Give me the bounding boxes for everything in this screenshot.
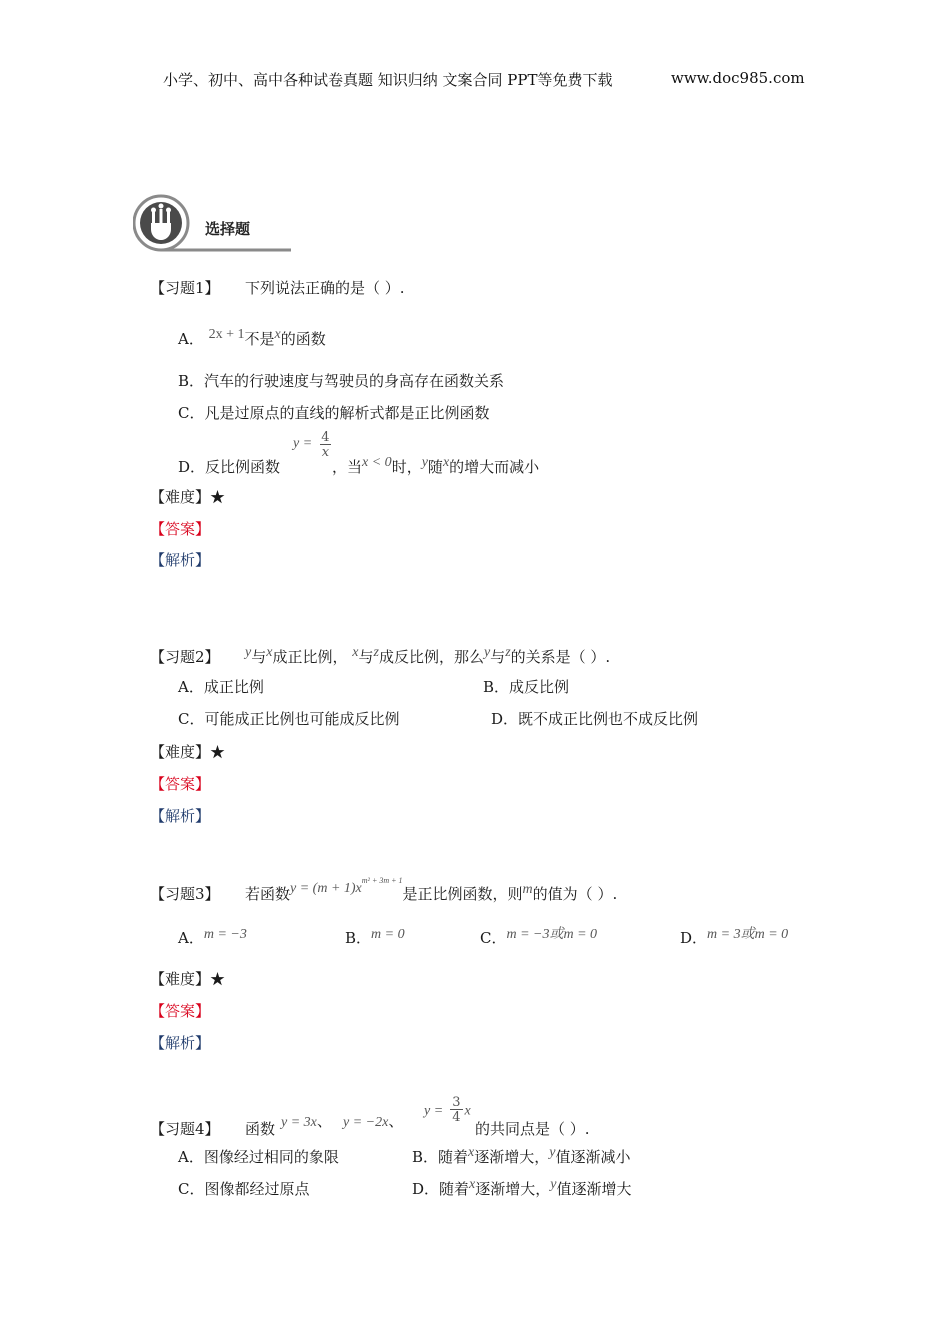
header-left-text: 小学、初中、高中各种试卷真题 知识归纳 文案合同 PPT等免费下载 bbox=[163, 71, 613, 89]
q4-stem-math bbox=[281, 1110, 403, 1131]
q3-option-c bbox=[480, 927, 597, 948]
q2-option-a: A．成正比例 bbox=[178, 678, 264, 696]
q3-difficulty: 【难度】★ bbox=[150, 970, 226, 988]
section-title: 选择题 bbox=[205, 220, 251, 238]
q1-option-d bbox=[178, 456, 280, 477]
q3-stem bbox=[245, 876, 618, 904]
q1-a-prefix: A． bbox=[178, 330, 204, 348]
q4-m3-rhs: x bbox=[464, 1103, 471, 1119]
q3-t1: 若函数 bbox=[245, 885, 291, 903]
q4-t2: 的共同点是（ ）. bbox=[475, 1120, 590, 1138]
q4-m3-num: 3 bbox=[452, 1095, 461, 1110]
q1-option-a bbox=[178, 328, 326, 349]
q1-d-math2: y bbox=[421, 455, 428, 470]
q1-d-frac-num: 4 bbox=[321, 430, 330, 445]
q4-d-t2: 值逐渐增大 bbox=[556, 1180, 632, 1198]
q2-stem bbox=[245, 646, 610, 667]
q2-t4: 成反比例，那么 bbox=[378, 648, 484, 666]
q1-option-b: B．汽车的行驶速度与驾驶员的身高存在函数关系 bbox=[178, 372, 505, 390]
q4-d-t1: 逐渐增大， bbox=[475, 1180, 551, 1198]
q4-d-m1: x bbox=[469, 1177, 476, 1192]
q1-d-math3: x bbox=[442, 455, 450, 470]
q4-sep2: 、 bbox=[388, 1112, 404, 1130]
q3-m-func: y = (m + 1)x bbox=[290, 881, 362, 896]
q4-m2: y = −2x bbox=[342, 1115, 389, 1130]
q1-d-prefix: D．反比例函数 bbox=[178, 458, 281, 476]
q3-t3: 的值为（ ）. bbox=[532, 885, 618, 903]
q4-b-m2: y bbox=[549, 1145, 556, 1160]
q4-m3-den: 4 bbox=[452, 1110, 461, 1125]
q3-c-prefix: C． bbox=[480, 929, 507, 947]
q4-m3-fraction bbox=[450, 1096, 462, 1124]
q1-stem: 下列说法正确的是（ ）. bbox=[245, 279, 405, 297]
q2-m-y2: y bbox=[483, 645, 491, 660]
q4-option-d bbox=[412, 1178, 632, 1199]
q4-t1: 函数 bbox=[245, 1120, 276, 1138]
q4-option-c: C．图像都经过原点 bbox=[178, 1180, 310, 1198]
header-url-link[interactable]: www.doc985.com bbox=[671, 69, 805, 87]
q1-a-math2: x bbox=[274, 327, 281, 342]
q4-b-t2: 值逐渐减小 bbox=[555, 1148, 631, 1166]
q2-t3: 与 bbox=[358, 648, 374, 666]
q1-d-fraction-expr bbox=[293, 431, 334, 459]
q4-b-m1: x bbox=[468, 1145, 475, 1160]
q3-d-math: m = 3或m = 0 bbox=[707, 927, 789, 942]
q2-label: 【习题2】 bbox=[150, 648, 220, 666]
q2-t5: 与 bbox=[490, 648, 506, 666]
q2-answer-label: 【答案】 bbox=[150, 775, 211, 793]
q4-m3-lhs: y = bbox=[424, 1103, 444, 1119]
q3-analysis-label: 【解析】 bbox=[150, 1034, 211, 1052]
q2-m-z2: z bbox=[505, 645, 511, 660]
q4-option-b bbox=[412, 1146, 631, 1167]
q3-option-a bbox=[178, 927, 247, 948]
q3-a-prefix: A． bbox=[178, 929, 204, 947]
q1-answer-label: 【答案】 bbox=[150, 520, 211, 538]
q2-m-x2: x bbox=[352, 645, 359, 660]
q1-d-text2: 时， bbox=[391, 458, 422, 476]
q1-d-rest bbox=[332, 456, 539, 477]
q4-b-t1: 逐渐增大， bbox=[474, 1148, 550, 1166]
q2-t6: 的关系是（ ）. bbox=[510, 648, 611, 666]
q4-d-m2: y bbox=[550, 1177, 557, 1192]
q3-a-math: m = −3 bbox=[203, 927, 247, 942]
q1-a-text1: 不是 bbox=[244, 330, 275, 348]
q1-d-fraction bbox=[319, 431, 331, 459]
q1-difficulty: 【难度】★ bbox=[150, 488, 226, 506]
q2-m-z: z bbox=[373, 645, 379, 660]
q1-d-text1: ，当 bbox=[332, 458, 363, 476]
q2-option-d: D．既不成正比例也不成反比例 bbox=[491, 710, 699, 728]
q1-label: 【习题1】 bbox=[150, 279, 220, 297]
q4-sep1: 、 bbox=[316, 1112, 332, 1130]
q3-d-prefix: D． bbox=[680, 929, 708, 947]
q2-option-b: B．成反比例 bbox=[483, 678, 570, 696]
q4-m1: y = 3x bbox=[281, 1115, 317, 1130]
q3-m-m: m bbox=[522, 882, 533, 897]
q3-b-prefix: B． bbox=[345, 929, 372, 947]
q4-d-prefix: D．随着 bbox=[412, 1180, 470, 1198]
q3-t2: 是正比例函数，则 bbox=[402, 885, 523, 903]
q2-m-y: y bbox=[245, 645, 252, 660]
q1-a-text2: 的函数 bbox=[280, 330, 326, 348]
q4-b-prefix: B．随着 bbox=[412, 1148, 469, 1166]
q2-t1: 与 bbox=[251, 648, 267, 666]
q2-difficulty: 【难度】★ bbox=[150, 743, 226, 761]
q1-option-c: C．凡是过原点的直线的解析式都是正比例函数 bbox=[178, 404, 490, 422]
q3-b-math: m = 0 bbox=[371, 927, 405, 942]
q3-option-b bbox=[345, 927, 405, 948]
q2-option-c: C．可能成正比例也可能成反比例 bbox=[178, 710, 400, 728]
q1-d-text4: 的增大而减小 bbox=[449, 458, 540, 476]
q1-d-frac-lhs: y = bbox=[293, 435, 313, 451]
q3-label: 【习题3】 bbox=[150, 885, 220, 903]
q3-answer-label: 【答案】 bbox=[150, 1002, 211, 1020]
q1-d-text3: 随 bbox=[427, 458, 443, 476]
q1-analysis-label: 【解析】 bbox=[150, 551, 211, 569]
q3-option-d bbox=[680, 927, 788, 948]
q4-option-a: A．图像经过相同的象限 bbox=[178, 1148, 339, 1166]
q1-d-frac-den: x bbox=[321, 445, 330, 460]
q4-m3 bbox=[424, 1096, 471, 1124]
q1-d-math1: x < 0 bbox=[362, 455, 392, 470]
q2-analysis-label: 【解析】 bbox=[150, 807, 211, 825]
q2-m-x: x bbox=[266, 645, 273, 660]
q1-a-math1: 2x + 1 bbox=[208, 327, 245, 342]
q4-label: 【习题4】 bbox=[150, 1120, 220, 1138]
q2-t2: 成正比例， bbox=[272, 648, 348, 666]
q3-c-math: m = −3或m = 0 bbox=[506, 927, 598, 942]
q3-m-exp: m² + 3m + 1 bbox=[361, 876, 403, 885]
